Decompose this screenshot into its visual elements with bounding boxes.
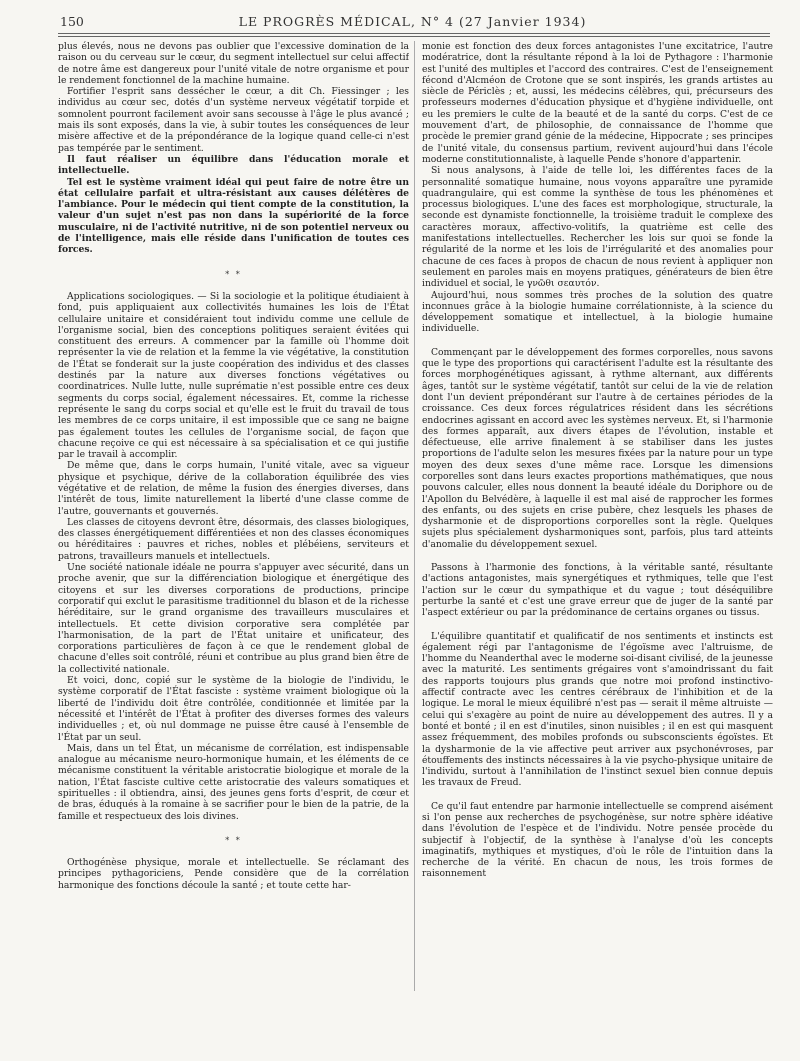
left-column <box>58 41 409 1001</box>
paragraph: Les classes de citoyens devront être, désormais, des classes biologiques, des classes énergétiquement différentiées et non des classes économiques ou héréditaires : pauvres et riches, nobles et plébéiens, serviteurs et patrons, travailleurs manuels et intellectuels. <box>58 516 409 562</box>
paragraph: De même que, dans le corps humain, l'unité vitale, avec sa vigueur physique et psychique, dérive de la collaboration équilibrée des vies végétative et de relation, de même la fusion des énergies diverses, dans l'intérêt de tous, limite naturellement la liberté d'une classe comme de l'autre, gouvernants et gouvernés. <box>58 460 409 517</box>
section-separator: * * <box>225 269 242 279</box>
paragraph: Tel est le système vraiment idéal qui peut faire de notre être un état cellulaire parfait et ultra-résistant aux causes délétères de l'ambiance. Pour le médecin qui tient compte de la constitution, la valeur d'un sujet n'est pas non dans la supériorité de la force musculaire, ni de l'activité nutritive, ni de son potentiel nerveux ou de l'intelligence, mais elle réside dans l'unification de toutes ces forces. <box>58 176 409 256</box>
paragraph: Orthogénèse physique, morale et intellectuelle. Se réclamant des principes pythagoriciens, Pende considère que de la corrélation harmonique des fonctions découle la santé ; et toute cette har- <box>58 857 409 891</box>
header-rule-top <box>58 33 770 34</box>
paragraph: Applications sociologiques. — Si la sociologie et la politique étudiaient à fond, puis appliquaient aux collectivités humaines les lois de l'État cellulaire unitaire et considéraient tout individu comme une cellule de l'organisme social, bien des conceptions politiques seraient évitées qui constituent des erreurs. A commencer par la famille où l'homme doit représenter la vie de relation et la femme la vie végétative, la constitution de l'État se fonderait sur la juste coopération des individus et des classes destinés par la nature aux diverses fonctions végétatives ou coordinatrices. Nulle lutte, nulle suprématie n'est possible entre ces deux segments du corps social, également nécessaires. Et, comme la richesse représente le sang du corps social et qu'elle est le fruit du travail de tous les membres de ce corps unitaire, il est impossible que ce sang ne baigne pas également toutes les cellules de l'organisme social, de façon que chacune reçoive ce qui est nécessaire à sa spécialisation et ce qui justifie par le travail à accomplir. <box>58 290 409 461</box>
paragraph: Ce qu'il faut entendre par harmonie intellectuelle se comprend aisément si l'on pense aux recherches de psychogénèse, sur notre sphère idéative dans l'évolution de l'espèce et de l'individu. Notre pensée procède du subjectif à l'objectif, de la synthèse à l'analyse d'où les concepts imaginatifs, mythiques et mystiques, d'où le rôle de l'intuition dans la recherche de la vérité. En chacun de nous, les trois formes de raisonnement <box>422 800 773 880</box>
section-separator: * * <box>225 835 242 845</box>
right-column <box>422 41 773 993</box>
header-rule-bottom <box>58 36 770 37</box>
paragraph: Il faut réaliser un équilibre dans l'éducation morale et intellectuelle. <box>58 153 409 177</box>
page-header <box>60 10 765 32</box>
paragraph: plus élevés, nous ne devons pas oublier que l'excessive domination de la raison ou du cerveau sur le cœur, du segment intellectuel sur celui affectif de notre âme est dangereux pour l'unité vitale de notre organisme et pour le rendement fonctionnel de la machine humaine. <box>58 41 409 86</box>
paragraph: Fortifier l'esprit sans dessécher le cœur, a dit Ch. Fiessinger ; les individus au cœur sec, dotés d'un système nerveux végétatif torpide et somnolent pourront facilement avoir sans secousse à l'âge le plus avancé ; mais ils sont exposés, dans la vie, à subir toutes les conséquences de leur misère affective et de la prépondérance de la logique quand celle-ci n'est pas tempérée par le sentiment. <box>58 86 409 154</box>
page-number: 150 <box>60 14 84 29</box>
paragraph: Si nous analysons, à l'aide de telle loi, les différentes faces de la personnalité somatique humaine, nous voyons apparaître une pyramide quadrangulaire, qui est comme la synthèse de tous les phénomènes et processus biologiques. L'une des faces est morphologique, structurale, la seconde est dynamiste fonctionnelle, la troisième traduit le complexe des caractères moraux, affectivo-volitifs, la quatrième est celle des manifestations intellectuelles. Rechercher les lois sur quoi se fonde la régularité de la norme et les lois de l'irrégularité et des anomalies pour chacune de ces faces à propos de chacun de nous revient à appliquer non seulement en paroles mais en moyens pratiques, générateurs de bien être individuel et social, le γνῶθι σεαυτόν. <box>422 165 773 290</box>
paragraph: Et voici, donc, copié sur le système de la biologie de l'individu, le système corporatif de l'État fasciste : système vraiment biologique où la liberté de l'individu doit être contrôlée, conditionnée et limitée par la nécessité et l'intérêt de l'État à profiter des diverses formes des valeurs individuelles ; et, où nul dommage ne puisse être causé à l'ensemble de l'État par un seul. <box>58 675 409 743</box>
paragraph: Passons à l'harmonie des fonctions, à la véritable santé, résultante d'actions antagonistes, mais synergétiques et rythmiques, telle que l'est l'action sur le cœur du sympathique et du vague ; tout déséquilibre perturbe la santé et c'est une grave erreur que de juger de la santé par l'aspect extérieur ou par la prédominance de certains organes ou tissus. <box>422 562 773 619</box>
paragraph: Une société nationale idéale ne pourra s'appuyer avec sécurité, dans un proche avenir, que sur la différenciation biologique et énergétique des citoyens et sur les diverses corporations de productions, principe corporatif qui exclut le parasitisme traditionnel du blason et de la richesse héréditaire, sur le grand organisme des travailleurs musculaires et intellectuels. Et cette division corporative sera complétée par l'harmonisation, de la part de l'État unitaire et unificateur, des corporations particulières de façon à ce que le rendement global de chacune d'elles soit contrôlé, réuni et contribue au plus grand bien être de la collectivité nationale. <box>58 562 409 675</box>
journal-title: LE PROGRÈS MÉDICAL, N° 4 (27 Janvier 1934) <box>238 14 587 29</box>
column-divider <box>414 41 415 991</box>
paragraph: monie est fonction des deux forces antagonistes l'une excitatrice, l'autre modératrice, dont la résultante répond à la loi de Pythagore : l'harmonie est l'unité des multiples et l'accord des contraires. C'est de l'enseignement fécond d'Alcméon de Crotone que se sont inspirés, les grands artistes au siècle de Périclès ; et, aussi, les médecins célèbres, qui, précurseurs des professeurs modernes d'éducation physique et d'hygiène individuelle, ont eu les premiers le culte de la beauté et de la santé du corps. C'est de ce mouvement d'art, de philosophie, de connaissance de l'homme que procède le premier grand génie de la médecine, Hippocrate ; ses principes de l'unité vitale, du consensus partium, revivent aujourd'hui dans l'école moderne constitutionnaliste, à laquelle Pende s'honore d'appartenir. <box>422 41 773 165</box>
paragraph: Aujourd'hui, nous sommes très proches de la solution des quatre inconnues grâce à la biologie humaine corrélationniste, à la science du développement somatique et intellectuel, à la biologie humaine individuelle. <box>422 289 773 335</box>
paragraph: Mais, dans un tel État, un mécanisme de corrélation, est indispensable analogue au mécanisme neuro-hormonique humain, et les éléments de ce mécanisme constituent la véritable aristocratie biologique et morale de la nation, l'État fasciste cultive cette aristocratie des valeurs somatiques et spirituelles : il obtiendra, ainsi, des jeunes gens forts d'esprit, de cœur et de bras, éduqués à la romaine à se sacrifier pour le bien de la patrie, de la famille et respectueux des lois divines. <box>58 742 409 822</box>
paragraph: L'équilibre quantitatif et qualificatif de nos sentiments et instincts est également régi par l'antagonisme de l'égoïsme avec l'altruisme, de l'homme du Neanderthal avec le moderne soi-disant civilisé, de la jeunesse avec la maturité. Les sentiments grégaires vont s'amoindrissant du fait des rapports toujours plus grands que notre moi profond instinctivo-affectif contracte avec les centres cérébraux de l'inhibition et de la logique. Le moral le mieux équilibré n'est pas — serait il même altruiste — celui qui s'exagère au point de nuire au développement des autres. Il y a bonté et bonté ; il en est d'inutiles, sinon nuisibles ; il en est qui masquent assez fréquemment, des mobiles profonds ou subsconscients égoïstes. Et la dysharmonie de la vie affective peut arriver aux psychonévroses, par étouffements des instincts nécessaires à la vie psycho-physique unitaire de l'individu, surtout à l'annihilation de l'instinct sexuel bien connue depuis les travaux de Freud. <box>422 630 773 789</box>
paragraph: Commençant par le développement des formes corporelles, nous savons que le type des proportions qui caractérisent l'adulte est la résultante des forces morphogénétiques agissant, à rythme alternant, aux différents âges, tantôt sur le système végétatif, tantôt sur celui de la vie de relation dont l'un devient prépondérant sur l'autre à de certaines périodes de la croissance. Ces deux forces régulatrices résident dans les sécrétions endocrines agissant en accord avec les systèmes nerveux. Et, si l'harmonie des formes apparaît, aux divers étapes de l'évolution, instable et défectueuse, elle arrive finalement à se stabiliser dans les justes proportions de l'adulte selon les mesures fixées par la nature pour un type moyen des deux sexes d'une même race. Lorsque les dimensions corporelles sont dans leurs exactes proportions mathématiques, que nous pouvons calculer, elles nous donnent la beauté idéale du Doriphore ou de l'Apollon du Belvédère, à laquelle il est mal aisé de rapprocher les formes des enfants, ou des sujets en crise pubère, chez lesquels les phases de dysharmonie et de disproportions corporelles sont la règle. Quelques sujets plus spécialement dysharmoniques sont, parfois, plus tard atteints d'anomalie du développement sexuel. <box>422 346 773 550</box>
